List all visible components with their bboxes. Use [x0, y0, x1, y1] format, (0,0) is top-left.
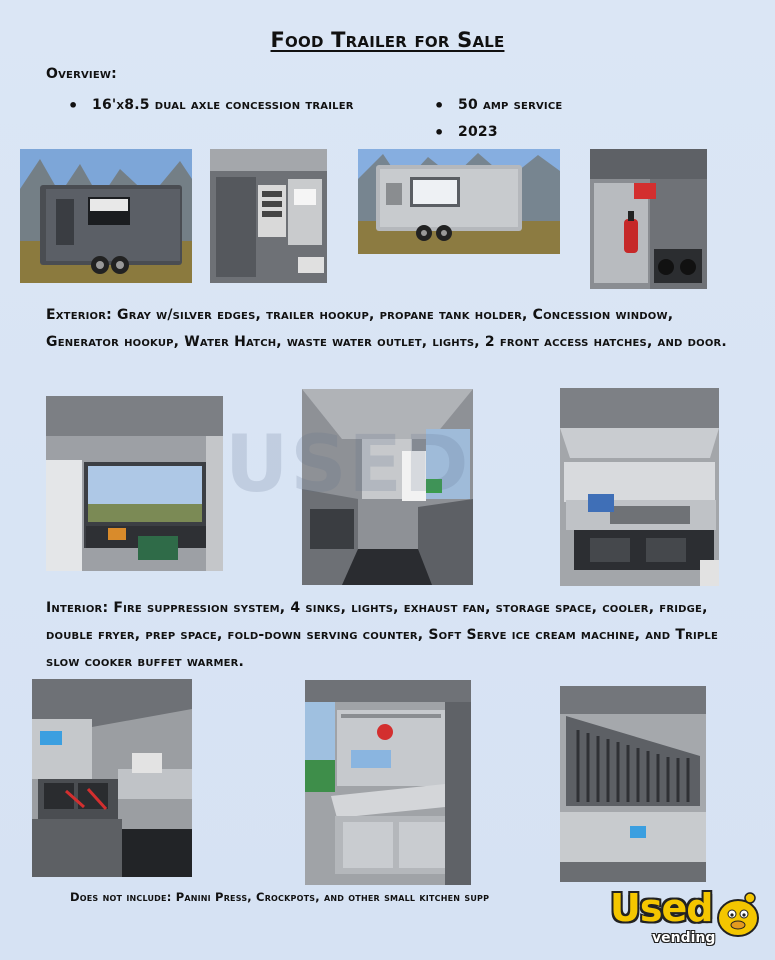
overview-bullets-right — [434, 92, 694, 146]
exhaust-hood-filters-photo — [560, 686, 706, 882]
fire-extinguisher-interior-photo — [590, 149, 707, 289]
watermark: USED — [225, 420, 471, 510]
sink-exhaust-hood-photo — [560, 388, 719, 586]
serving-window-interior-photo — [46, 396, 223, 571]
overview-heading: Overview: — [46, 66, 117, 82]
mascot-icon — [712, 892, 762, 938]
trailer-exterior-window-photo — [358, 149, 560, 254]
logo-word: Used — [610, 886, 713, 930]
overview-bullet-year: • 2023 — [434, 119, 694, 146]
trailer-exterior-side-photo — [20, 149, 192, 283]
used-vending-logo[interactable] — [604, 884, 764, 954]
overview-bullet-trailer-size: • 16'x8.5 dual axle concession trailer — [68, 92, 378, 119]
page-title: Food Trailer for Sale — [270, 28, 505, 52]
logo-subword: vending — [652, 930, 716, 946]
exclusions-note: Does not include: Panini Press, Crockpots, and other small kitchen supp — [70, 890, 490, 904]
electrical-panel-photo — [210, 149, 327, 283]
interior-description: Interior: Fire suppression system, 4 sinks, lights, exhaust fan, storage space, cooler, fridge, double fryer, prep space, fold-down serving counter, Soft Serve ice cream machine, and Triple slow cooker buffet warmer. — [46, 600, 719, 670]
fryer-prep-counter-photo — [32, 679, 192, 877]
prep-table-cabinets-photo — [305, 680, 471, 885]
exterior-description: Exterior: Gray w/silver edges, trailer hookup, propane tank holder, Concession window, Generator hookup, Water Hatch, waste water outlet, lights, 2 front access hatches, and door. — [46, 307, 727, 350]
overview-bullet-amp-service: • 50 amp service — [434, 92, 694, 119]
overview-bullets-left — [68, 92, 378, 119]
